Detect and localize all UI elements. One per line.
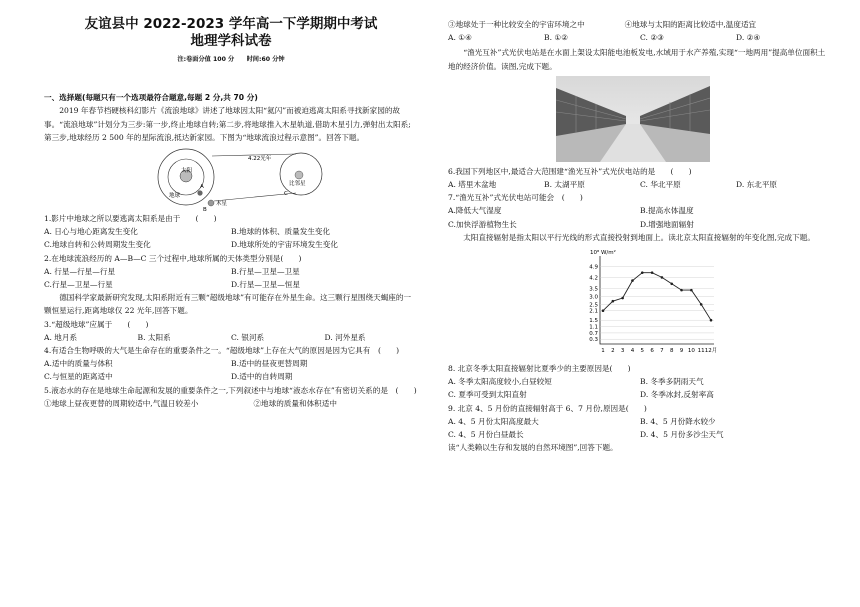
chart-data-point xyxy=(631,279,634,282)
q1-option-b: B.地球的体积、质量发生变化 xyxy=(231,227,331,237)
chart-xtick-label: 2 xyxy=(611,348,615,355)
q4-stem: 4.有适合生物呼吸的大气是生命存在的重要条件之一。“超级地球”上存在大气的原因是因为它具有 ( ) xyxy=(44,346,400,356)
chart-data-point xyxy=(602,309,605,312)
q9-option-c: C. 4、5 月份白昼最长 xyxy=(448,430,524,440)
q9-stem: 9. 北京 4、5 月份的直接辐射高于 6、7 月份,原因是( ) xyxy=(448,403,647,413)
chart-data-point xyxy=(661,276,664,279)
q4-option-d: D.适中的自转周期 xyxy=(231,372,293,382)
q8-option-c: C. 夏季可受到太阳直射 xyxy=(448,390,527,400)
jupiter-label: 木星 xyxy=(216,201,228,208)
q7-stem: 7.“渔光互补”式光伏电站可能会 ( ) xyxy=(448,193,583,203)
q3-option-d: D. 河外星系 xyxy=(324,332,366,342)
q8-stem: 8. 北京冬季太阳直接辐射比夏季少的主要原因是( ) xyxy=(448,364,631,374)
chart-xtick-label: 7 xyxy=(660,348,664,355)
q1-option-d: D.地球所处的宇宙环境发生变化 xyxy=(231,240,338,250)
q5-item-3: ③地球处于一种比较安全的宇宙环境之中 xyxy=(448,20,585,29)
chart-xtick-label: 8 xyxy=(669,348,674,355)
sun-label: 太阳 xyxy=(181,168,193,175)
chart-xtick-label: 3 xyxy=(620,348,625,355)
chart-xtick-label: 9 xyxy=(679,348,684,355)
chart-ytick-label: 3.5 xyxy=(589,286,598,293)
q6-options xyxy=(448,178,832,191)
q2-option-d: D.行星—卫星—恒星 xyxy=(231,280,300,290)
q3-option-a: A. 地月系 xyxy=(44,332,78,342)
q9-options xyxy=(448,415,832,428)
q7-options xyxy=(448,204,832,217)
q4-options xyxy=(44,357,418,370)
passage-solar-radiation: 太阳直接辐射是指太阳以平行光线的形式直接投射到地面上。读北京太阳直接辐射的年变化图,完成下题。 xyxy=(463,232,815,242)
chart-ytick-label: 0.7 xyxy=(589,330,598,337)
q3-options xyxy=(44,331,418,344)
chart-ytick-label: 4.9 xyxy=(589,264,598,271)
q4-option-c: C.与恒星的距离适中 xyxy=(44,372,113,382)
chart-xtick-label: 6 xyxy=(650,348,654,355)
q4-option-a: A.适中的质量与体积 xyxy=(44,359,113,369)
chart-data-point xyxy=(700,303,703,306)
q1-option-a: A. 日心与地心距离发生变化 xyxy=(44,227,138,237)
point-a: A xyxy=(200,184,204,191)
q2-options xyxy=(44,265,418,278)
chart-xtick-label: 11 xyxy=(697,348,705,355)
q8-option-d: D. 冬季冰封,反射率高 xyxy=(640,390,714,400)
q5-items-continued xyxy=(448,18,832,31)
passage-solar-fishery: “渔光互补”式光伏电站是在水面上架设太阳能电池板发电,水域用于水产养殖,实现“一地两用”提高单位面积土地的经济价值。读图,完成下题。 xyxy=(448,48,826,71)
q6-option-b: B. 太湖平原 xyxy=(544,180,585,190)
chart-ytick-label: 2.1 xyxy=(589,308,598,315)
q5-option-a: A. ①④ xyxy=(448,33,472,43)
chart-data-point xyxy=(690,289,693,292)
q5-option-d: D. ②④ xyxy=(736,33,761,43)
chart-data-point xyxy=(651,271,654,274)
q8-option-a: A. 冬季太阳高度较小,白昼较短 xyxy=(448,377,552,387)
left-column xyxy=(44,0,418,410)
q8-option-b: B. 冬季多阴雨天气 xyxy=(640,377,704,387)
q7-option-c: C.加快浮游植物生长 xyxy=(448,219,517,229)
chart-ytick-label: 3.0 xyxy=(589,294,598,301)
chart-ylabel: 10⁸ W/m² xyxy=(590,250,616,257)
chart-xtick-label: 5 xyxy=(640,348,645,355)
section-title: 一、选择题(每题只有一个选项最符合题意,每题 2 分,共 70 分) xyxy=(44,93,258,103)
q7-option-d: D.增强地面辐射 xyxy=(640,219,694,229)
chart-xtick-label: 1 xyxy=(601,348,605,355)
q9-option-b: B. 4、5 月份降水较少 xyxy=(640,416,716,426)
q2-option-a: A. 行星—行星—行星 xyxy=(44,266,116,276)
q2-option-b: B.行星—卫星—卫星 xyxy=(231,266,300,276)
q5-stem: 5.液态水的存在是地球生命起源和发展的重要条件之一,下列叙述中与地球“液态水存在”有密切关系的是 ( ) xyxy=(44,385,417,395)
point-c: C xyxy=(284,191,288,198)
q2-option-c: C.行星—卫星—行星 xyxy=(44,280,113,290)
q1-stem: 1.影片中地球之所以要逃离太阳系是由于 ( ) xyxy=(44,214,217,224)
chart-data-point xyxy=(621,297,624,300)
q7-option-a: A.降低大气湿度 xyxy=(448,206,502,216)
exam-note: 注:卷面分值 100 分 时间:60 分钟 xyxy=(177,56,285,63)
q9-option-a: A. 4、5 月份太阳高度最大 xyxy=(448,416,539,426)
q5-item-2: ②地球的质量和体积适中 xyxy=(253,398,337,408)
q8-options xyxy=(448,375,832,388)
chart-ytick-label: 1.1 xyxy=(589,324,598,331)
chart-ytick-label: 1.5 xyxy=(589,318,598,325)
chart-data-point xyxy=(710,319,713,322)
q6-option-a: A. 塔里木盆地 xyxy=(448,180,497,190)
q5-option-b: B. ①② xyxy=(544,33,569,43)
chart-xtick-label: 4 xyxy=(630,348,635,355)
q9-option-d: D. 4、5 月份多沙尘天气 xyxy=(640,430,724,440)
distance-label: 4.22光年 xyxy=(248,156,272,163)
chart-ytick-label: 2.5 xyxy=(589,302,598,309)
q5-item-4: ④地球与太阳的距离比较适中,温度适宜 xyxy=(624,20,757,29)
q2-stem: 2.在地球流浪经历的 A—B—C 三个过程中,地球所属的天体类型分别是( ) xyxy=(44,253,302,263)
earth-label: 地球 xyxy=(169,193,181,200)
passage-natural-environment: 读“人类赖以生存和发展的自然环境图”,回答下题。 xyxy=(448,443,618,453)
q3-stem: 3.“超级地球”应属于 ( ) xyxy=(44,319,149,329)
chart-xtick-label: 12月 xyxy=(704,348,718,355)
q6-option-d: D. 东北平原 xyxy=(736,180,778,190)
proxima-icon xyxy=(295,171,303,179)
q6-stem: 6.我国下列地区中,最适合大范围建“渔光互补”式光伏电站的是 ( ) xyxy=(448,166,692,176)
q5-items xyxy=(44,397,418,410)
q3-option-c: C. 银河系 xyxy=(231,332,265,342)
radiation-line-chart xyxy=(576,246,726,360)
q5-options xyxy=(448,31,832,44)
q4-option-b: B.适中的昼夜更替周期 xyxy=(231,359,308,369)
wandering-earth-diagram xyxy=(156,146,336,212)
point-b: B xyxy=(203,207,207,213)
q6-option-c: C. 华北平原 xyxy=(640,180,681,190)
earth-icon xyxy=(197,190,202,195)
right-column xyxy=(448,0,832,454)
q3-option-b: B. 太阳系 xyxy=(137,332,171,342)
exam-title: 友谊县中 2022-2023 学年高一下学期期中考试 地理学科试卷 xyxy=(84,16,378,49)
chart-data-point xyxy=(612,300,615,303)
chart-data-point xyxy=(670,283,673,286)
solar-panel-photo xyxy=(556,76,710,162)
q5-item-1: ①地球上昼夜更替的周期较适中,气温日较差小 xyxy=(44,398,199,408)
chart-ytick-label: 4.2 xyxy=(589,275,598,282)
q1-option-c: C.地球自转和公转周期发生变化 xyxy=(44,240,151,250)
passage-wandering-earth: 2019 年春节档硬核科幻影片《流浪地球》讲述了地球因太阳“氦闪”而被迫逃离太阳系寻找新家园的故事。“流浪地球”计划分为三步:第一步,终止地球自转;第二步,将地球推入木星轨道,借助木星引力,弹射出太阳系;第三步,地球经历 2 500 年的星际流浪,抵达新家园。下图为“地球流浪过程示意图”。回答下题。 xyxy=(44,106,411,142)
chart-data-point xyxy=(641,271,644,274)
chart-data-point xyxy=(680,289,683,292)
passage-super-earth: 德国科学家最新研究发现,太阳系附近有三颗“超级地球”有可能存在外星生命。这三颗行星围绕天蝎座的一颗恒星运行,距离地球仅 22 光年,回答下题。 xyxy=(44,293,412,316)
chart-xtick-label: 10 xyxy=(687,348,695,355)
q7-option-b: B.提高水体温度 xyxy=(640,206,694,216)
chart-ytick-label: 0.3 xyxy=(589,337,598,344)
q1-options xyxy=(44,225,418,238)
proxima-label: 比邻星 xyxy=(289,181,306,188)
q5-option-c: C. ②③ xyxy=(640,33,664,43)
jupiter-icon xyxy=(208,200,214,206)
